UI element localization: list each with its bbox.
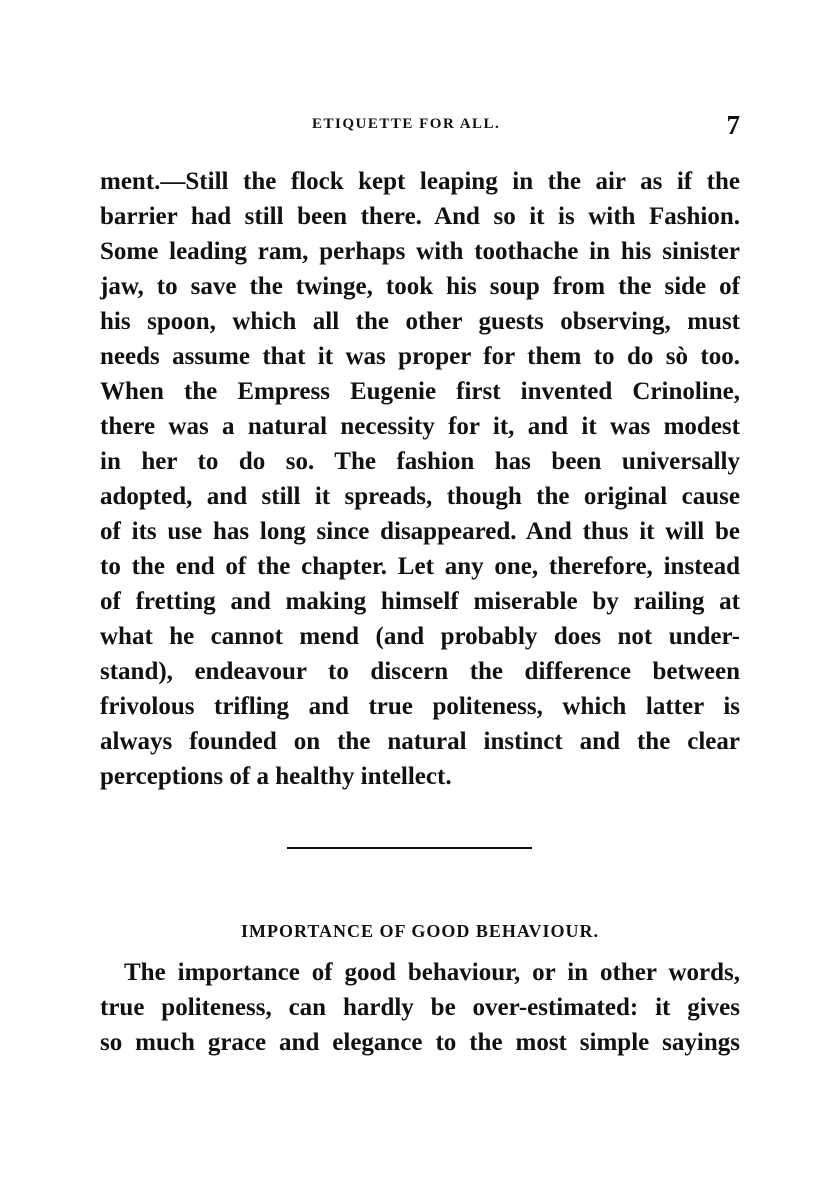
- text-line: what he cannot mend (and probably does not under-: [100, 623, 740, 650]
- text-line: in her to do so. The fashion has been universally: [100, 448, 740, 475]
- text-line: his spoon, which all the other guests observing, must: [100, 308, 740, 335]
- text-line: adopted, and still it spreads, though the original cause: [100, 483, 740, 510]
- text-line: true politeness, can hardly be over-estimated: it gives: [100, 994, 740, 1021]
- text-line: frivolous trifling and true politeness, which latter is: [100, 693, 740, 720]
- text-line: always founded on the natural instinct and the clear: [100, 728, 740, 755]
- text-line: ment.—Still the flock kept leaping in the air as if the: [100, 168, 740, 195]
- section-divider: [287, 847, 532, 849]
- running-head: [100, 112, 742, 142]
- text-line: stand), endeavour to discern the difference between: [100, 658, 740, 685]
- text-line: When the Empress Eugenie first invented Crinoline,: [100, 378, 740, 405]
- section-heading: IMPORTANCE OF GOOD BEHAVIOUR.: [240, 921, 600, 941]
- text-line: Some leading ram, perhaps with toothache in his sinister: [100, 238, 740, 265]
- text-line: The importance of good behaviour, or in other words,: [124, 959, 740, 986]
- text-line: there was a natural necessity for it, and it was modest: [100, 413, 740, 440]
- page-number: 7: [726, 110, 740, 140]
- text-line: needs assume that it was proper for them to do sò too.: [100, 343, 740, 370]
- text-line: jaw, to save the twinge, took his soup from the side of: [100, 273, 740, 300]
- text-line: to the end of the chapter. Let any one, therefore, instead: [100, 553, 740, 580]
- running-title: ETIQUETTE FOR ALL.: [312, 116, 501, 132]
- text-line: so much grace and elegance to the most simple sayings: [100, 1029, 740, 1056]
- text-line: perceptions of a healthy intellect.: [100, 763, 452, 790]
- text-line: of fretting and making himself miserable by railing at: [100, 588, 740, 615]
- text-line: barrier had still been there. And so it is with Fashion.: [100, 203, 740, 230]
- text-line: of its use has long since disappeared. And thus it will be: [100, 518, 740, 545]
